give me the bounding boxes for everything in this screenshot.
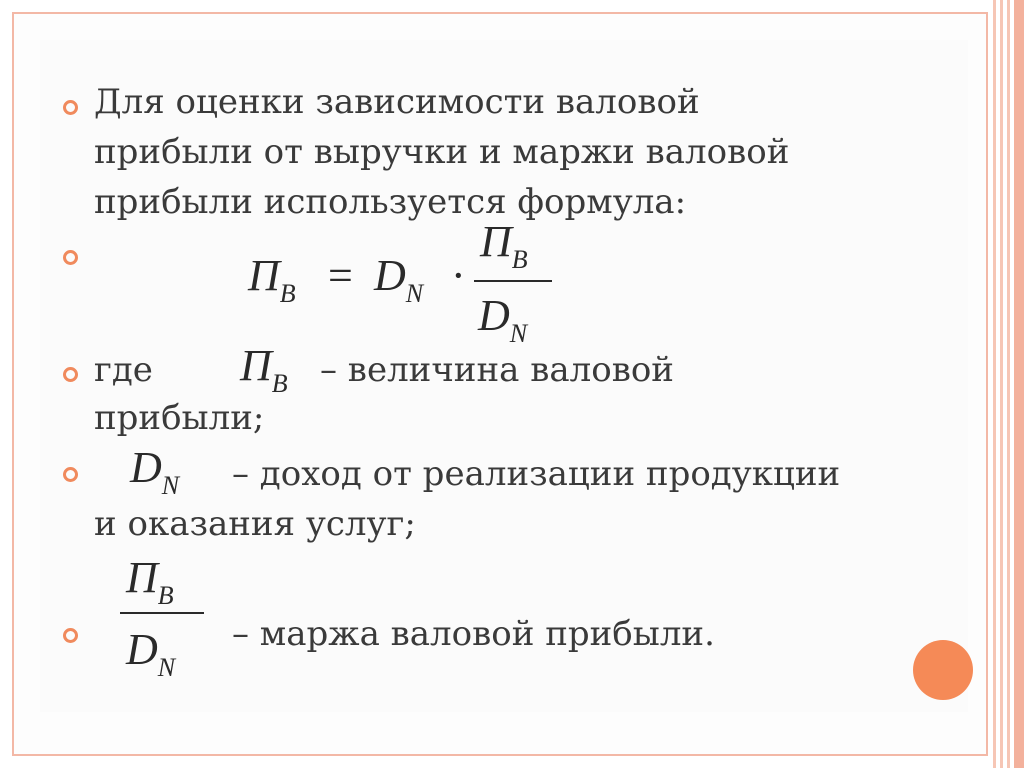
profit-symbol: П <box>480 217 512 266</box>
def3-denominator <box>126 624 176 682</box>
where-label: где <box>94 350 153 390</box>
revenue-subscript: N <box>157 653 176 682</box>
stripe <box>993 0 996 768</box>
profit-symbol: П <box>240 341 272 390</box>
bullet-icon <box>63 250 78 265</box>
def2-symbol <box>130 442 180 500</box>
equals-sign: = <box>328 251 353 300</box>
decorative-circle <box>913 640 973 700</box>
def3-text: – маржа валовой прибыли. <box>232 614 715 654</box>
formula-lhs <box>248 250 296 308</box>
profit-subscript: В <box>279 279 296 308</box>
bullet-icon <box>63 628 78 643</box>
bullet-icon <box>63 467 78 482</box>
profit-subscript: В <box>271 369 288 398</box>
formula-fraction-numerator <box>480 216 528 274</box>
stripe <box>1000 0 1003 768</box>
fraction-bar <box>120 612 204 614</box>
paragraph-line-3: прибыли используется формула: <box>94 182 687 222</box>
def1-text-line-1: – величина валовой <box>320 350 674 390</box>
def1-text-line-2: прибыли; <box>94 398 265 438</box>
revenue-subscript: N <box>509 319 528 348</box>
bullet-icon <box>63 100 78 115</box>
profit-symbol: П <box>126 553 158 602</box>
formula-equals <box>328 250 353 301</box>
paragraph-line-1: Для оценки зависимости валовой <box>94 82 700 122</box>
stripe <box>1014 0 1024 768</box>
def3-numerator <box>126 552 174 610</box>
revenue-symbol: D <box>478 291 510 340</box>
profit-subscript: В <box>511 245 528 274</box>
revenue-subscript: N <box>161 471 180 500</box>
def2-text-line-1: – доход от реализации продукции <box>232 454 841 494</box>
paragraph-line-2: прибыли от выручки и маржи валовой <box>94 132 790 172</box>
revenue-symbol: D <box>130 443 162 492</box>
def1-symbol <box>240 340 288 398</box>
def2-text-line-2: и оказания услуг; <box>94 504 416 544</box>
multiply-dot: · <box>451 251 466 300</box>
revenue-subscript: N <box>405 279 424 308</box>
stripe <box>1007 0 1010 768</box>
bullet-icon <box>63 367 78 382</box>
revenue-symbol: D <box>126 625 158 674</box>
formula-revenue <box>374 250 424 308</box>
formula-fraction-denominator <box>478 290 528 348</box>
decorative-stripes <box>988 0 1024 768</box>
profit-subscript: В <box>157 581 174 610</box>
formula-dot <box>451 250 466 301</box>
fraction-bar <box>474 280 552 282</box>
profit-symbol: П <box>248 251 280 300</box>
revenue-symbol: D <box>374 251 406 300</box>
